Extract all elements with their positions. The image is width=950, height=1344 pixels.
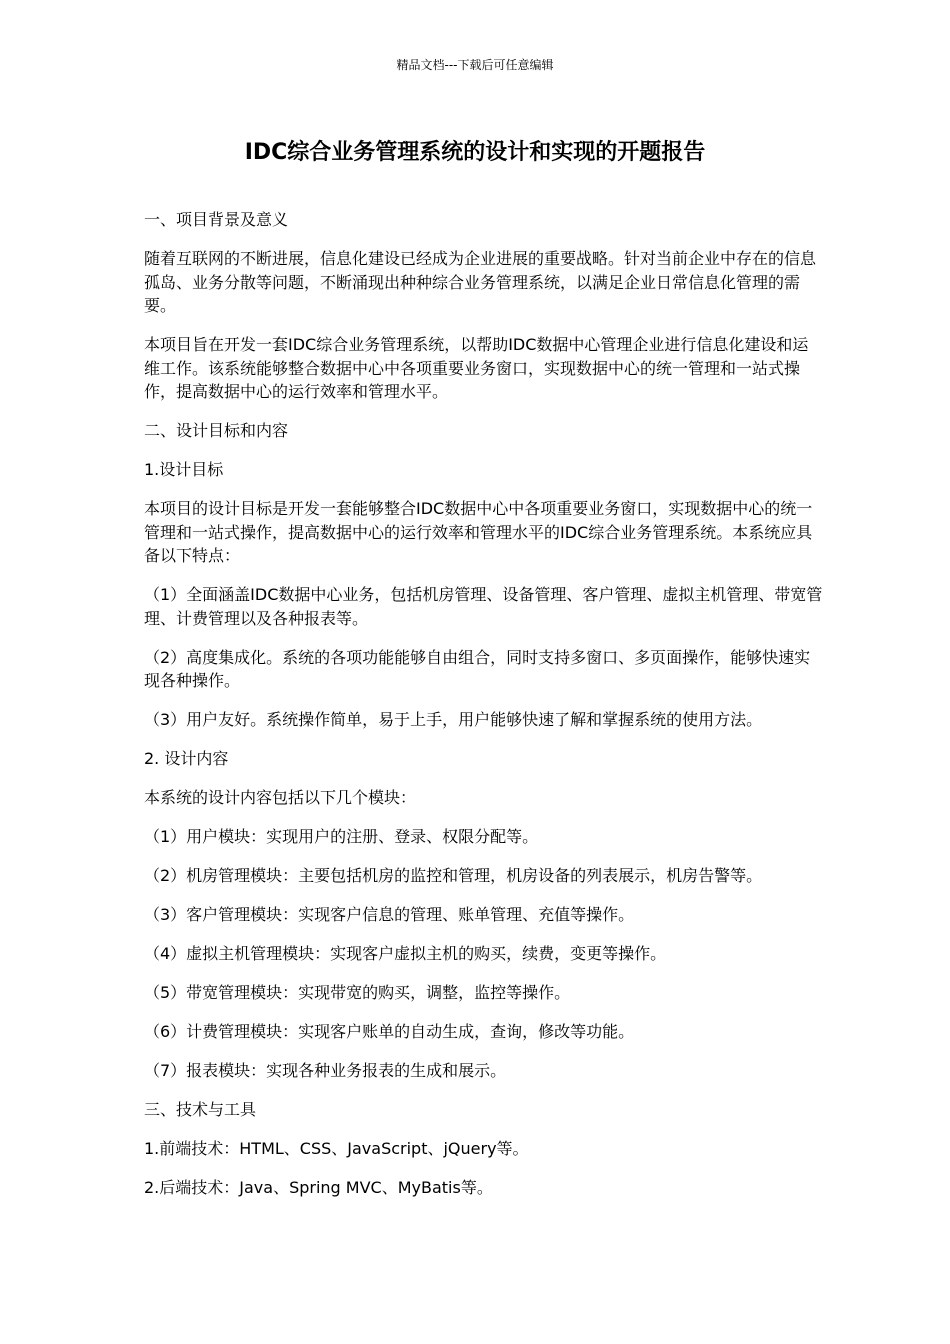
paragraph-background-2: 本项目旨在开发一套IDC综合业务管理系统，以帮助IDC数据中心管理企业进行信息化建设和运维工作。该系统能够整合数据中心中各项重要业务窗口，实现数据中心的统一管理和一站式操作，提高数据中心的运行效率和管理水平。: [144, 335, 809, 401]
list-item-module-4: （4）虚拟主机管理模块：实现客户虚拟主机的购买，续费，变更等操作。: [144, 944, 667, 963]
document-body: [144, 208, 824, 1215]
paragraph-design-goals: 本项目的设计目标是开发一套能够整合IDC数据中心中各项重要业务窗口，实现数据中心的统一管理和一站式操作，提高数据中心的运行效率和管理水平的IDC综合业务管理系统。本系统应具备以下特点：: [144, 499, 813, 565]
section-heading-background: 一、项目背景及意义: [144, 210, 289, 229]
page-header-note: 精品文档---下载后可任意编辑: [396, 58, 554, 72]
list-item-frontend-tech: 1.前端技术：HTML、CSS、JavaScript、jQuery等。: [144, 1139, 529, 1158]
list-item-feature-1: （1）全面涵盖IDC数据中心业务，包括机房管理、设备管理、客户管理、虚拟主机管理、带宽管理、计费管理以及各种报表等。: [144, 585, 823, 628]
list-item-backend-tech: 2.后端技术：Java、Spring MVC、MyBatis等。: [144, 1178, 493, 1197]
list-item-module-1: （1）用户模块：实现用户的注册、登录、权限分配等。: [144, 827, 539, 846]
document-title: IDC综合业务管理系统的设计和实现的开题报告: [244, 140, 706, 165]
paragraph-modules-intro: 本系统的设计内容包括以下几个模块：: [144, 788, 417, 807]
list-item-feature-2: （2）高度集成化。系统的各项功能能够自由组合，同时支持多窗口、多页面操作，能够快速实现各种操作。: [144, 647, 811, 690]
section-heading-goals: 二、设计目标和内容: [144, 421, 289, 440]
subheading-design-content: 2. 设计内容: [144, 749, 229, 768]
paragraph-background-1: 随着互联网的不断进展，信息化建设已经成为企业进展的重要战略。针对当前企业中存在的信息孤岛、业务分散等问题，不断涌现出种种综合业务管理系统，以满足企业日常信息化管理的需要。: [144, 249, 817, 315]
list-item-module-7: （7）报表模块：实现各种业务报表的生成和展示。: [144, 1061, 507, 1080]
list-item-module-3: （3）客户管理模块：实现客户信息的管理、账单管理、充值等操作。: [144, 905, 635, 924]
list-item-module-5: （5）带宽管理模块：实现带宽的购买，调整，监控等操作。: [144, 983, 571, 1002]
section-heading-tech: 三、技术与工具: [144, 1100, 257, 1119]
subheading-design-goals: 1.设计目标: [144, 460, 224, 479]
list-item-module-6: （6）计费管理模块：实现客户账单的自动生成，查询，修改等功能。: [144, 1022, 635, 1041]
list-item-feature-3: （3）用户友好。系统操作简单，易于上手，用户能够快速了解和掌握系统的使用方法。: [144, 710, 763, 729]
list-item-module-2: （2）机房管理模块：主要包括机房的监控和管理，机房设备的列表展示，机房告警等。: [144, 866, 763, 885]
